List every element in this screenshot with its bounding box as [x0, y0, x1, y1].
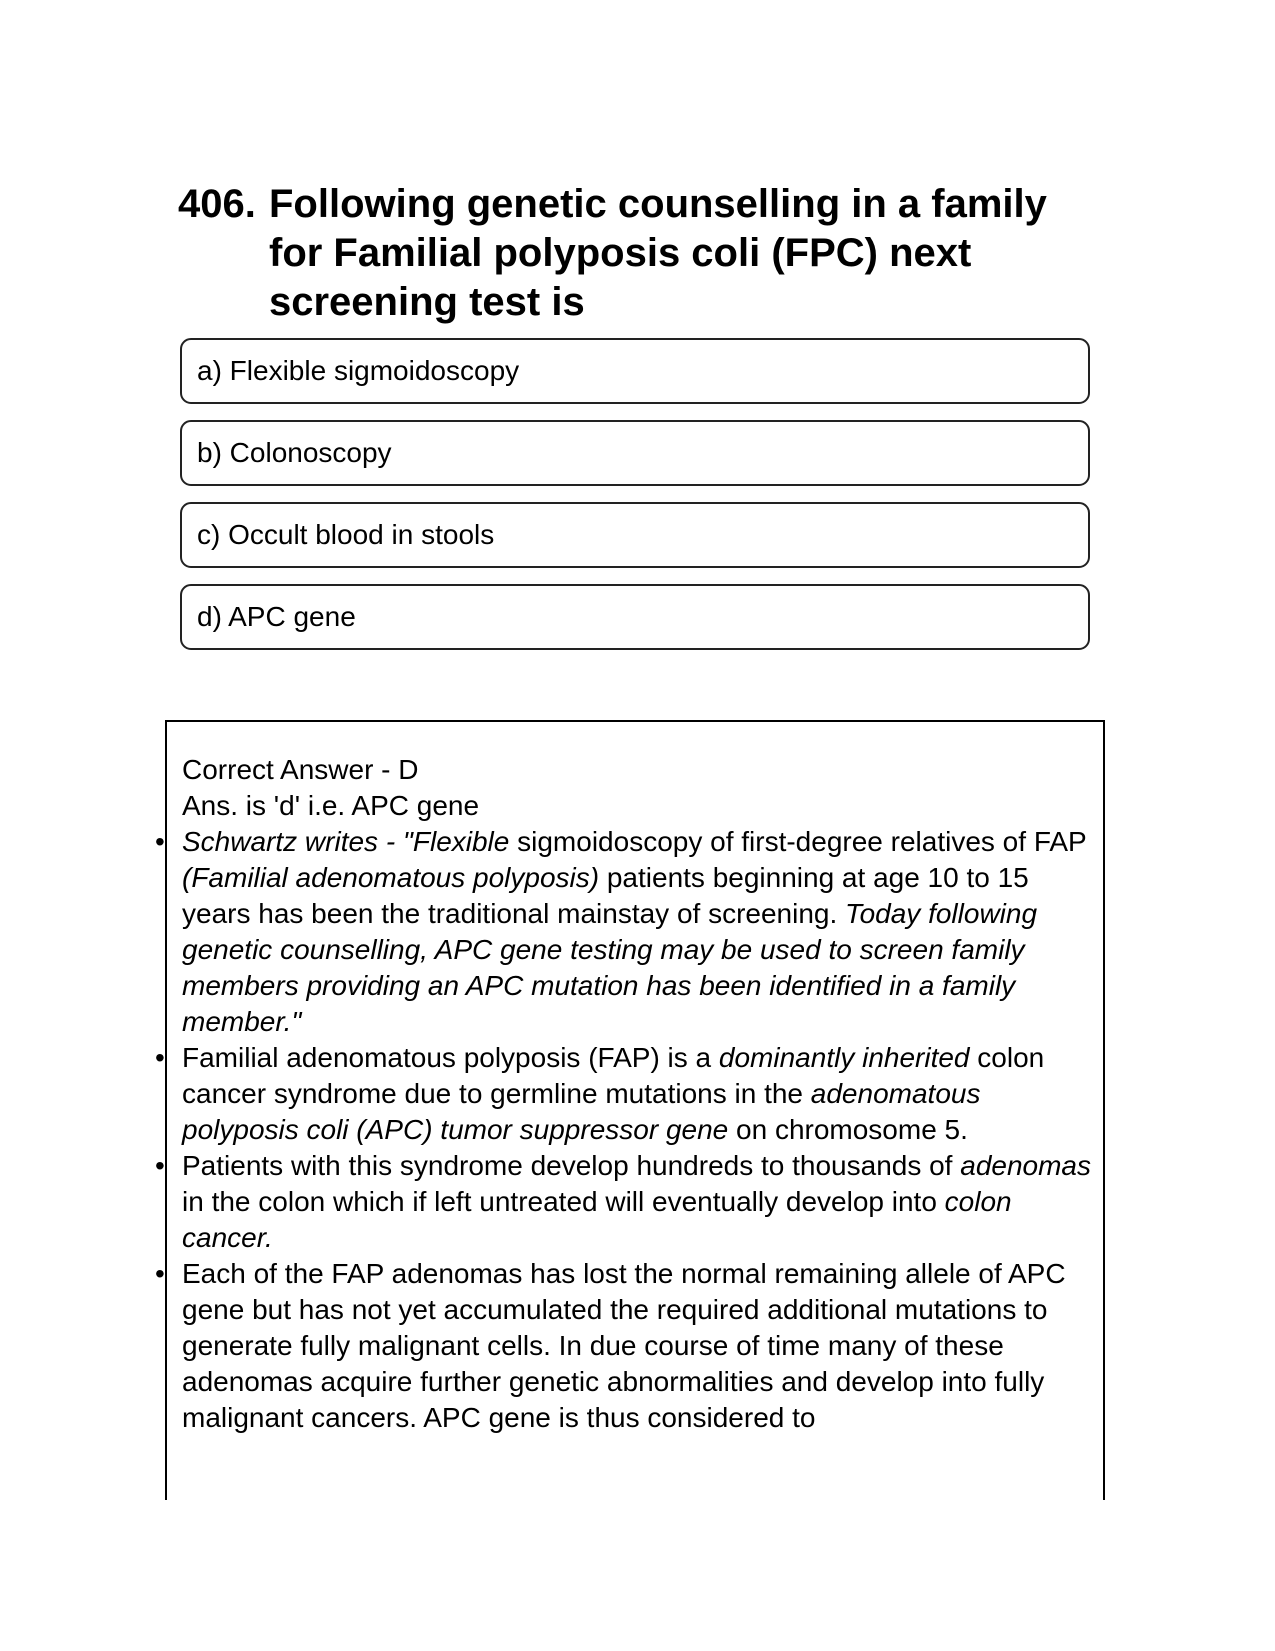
explanation-item: [155, 824, 1097, 1040]
answer-content: [155, 752, 1097, 1436]
correct-answer: Correct Answer - D: [182, 754, 419, 785]
option-b[interactable]: b) Colonoscopy: [180, 420, 1090, 486]
italic-text-run: (Familial adenomatous polyposis): [182, 862, 600, 893]
text-run: colon cancer syndrome due to germline mutations in the: [182, 1042, 1045, 1109]
option-d[interactable]: d) APC gene: [180, 584, 1090, 650]
italic-text-run: adenomas: [960, 1150, 1092, 1181]
explanation-text: [182, 1150, 1091, 1253]
bullet-icon: •: [155, 1258, 165, 1289]
question-text: Following genetic counselling in a family for Familial polyposis coli (FPC) next screening test is: [269, 182, 1047, 324]
italic-text-run: adenomatous polyposis coli (APC) tumor suppressor gene: [182, 1078, 981, 1145]
text-run: Each of the FAP adenomas has lost the normal remaining allele of APC gene but has not yet accumulated the required additional mutations to generate fully malignant cells. In due course of time many of these adenomas acquire further genetic abnormalities and develop into fully malignant cancers. APC gene is thus considered to: [182, 1258, 1066, 1433]
bullet-icon: •: [155, 826, 165, 857]
text-run: sigmoidoscopy of first-degree relatives of FAP: [509, 826, 1087, 857]
text-run: Patients with this syndrome develop hundreds to thousands of: [182, 1150, 961, 1181]
italic-text-run: Today following genetic counselling, APC gene testing may be used to screen family members providing an APC mutation has been identified in a family member.": [182, 898, 1038, 1037]
text-run: in the colon which if left untreated will eventually develop into: [182, 1186, 945, 1217]
question: [178, 180, 1098, 327]
option-a[interactable]: a) Flexible sigmoidoscopy: [180, 338, 1090, 404]
explanation-item: [155, 1256, 1097, 1436]
text-run: Familial adenomatous polyposis (FAP) is a: [182, 1042, 719, 1073]
explanation-text: [182, 826, 1086, 1037]
option-c[interactable]: c) Occult blood in stools: [180, 502, 1090, 568]
explanation-text: [182, 1042, 1044, 1145]
text-run: patients beginning at age 10 to 15 years has been the traditional mainstay of screening.: [182, 862, 1029, 929]
italic-text-run: dominantly inherited: [718, 1042, 970, 1073]
explanation-list: [155, 824, 1097, 1436]
text-run: on chromosome 5.: [728, 1114, 968, 1145]
bullet-icon: •: [155, 1150, 165, 1181]
bullet-icon: •: [155, 1042, 165, 1073]
answer-statement: Ans. is 'd' i.e. APC gene: [182, 790, 480, 821]
answer-explanation-box: [155, 720, 1105, 1500]
explanation-item: [155, 1148, 1097, 1256]
italic-text-run: colon cancer.: [182, 1186, 1012, 1253]
explanation-item: [155, 1040, 1097, 1148]
italic-text-run: Schwartz writes - "Flexible: [182, 826, 510, 857]
question-number: 406.: [178, 182, 256, 226]
explanation-text: [182, 1258, 1066, 1433]
